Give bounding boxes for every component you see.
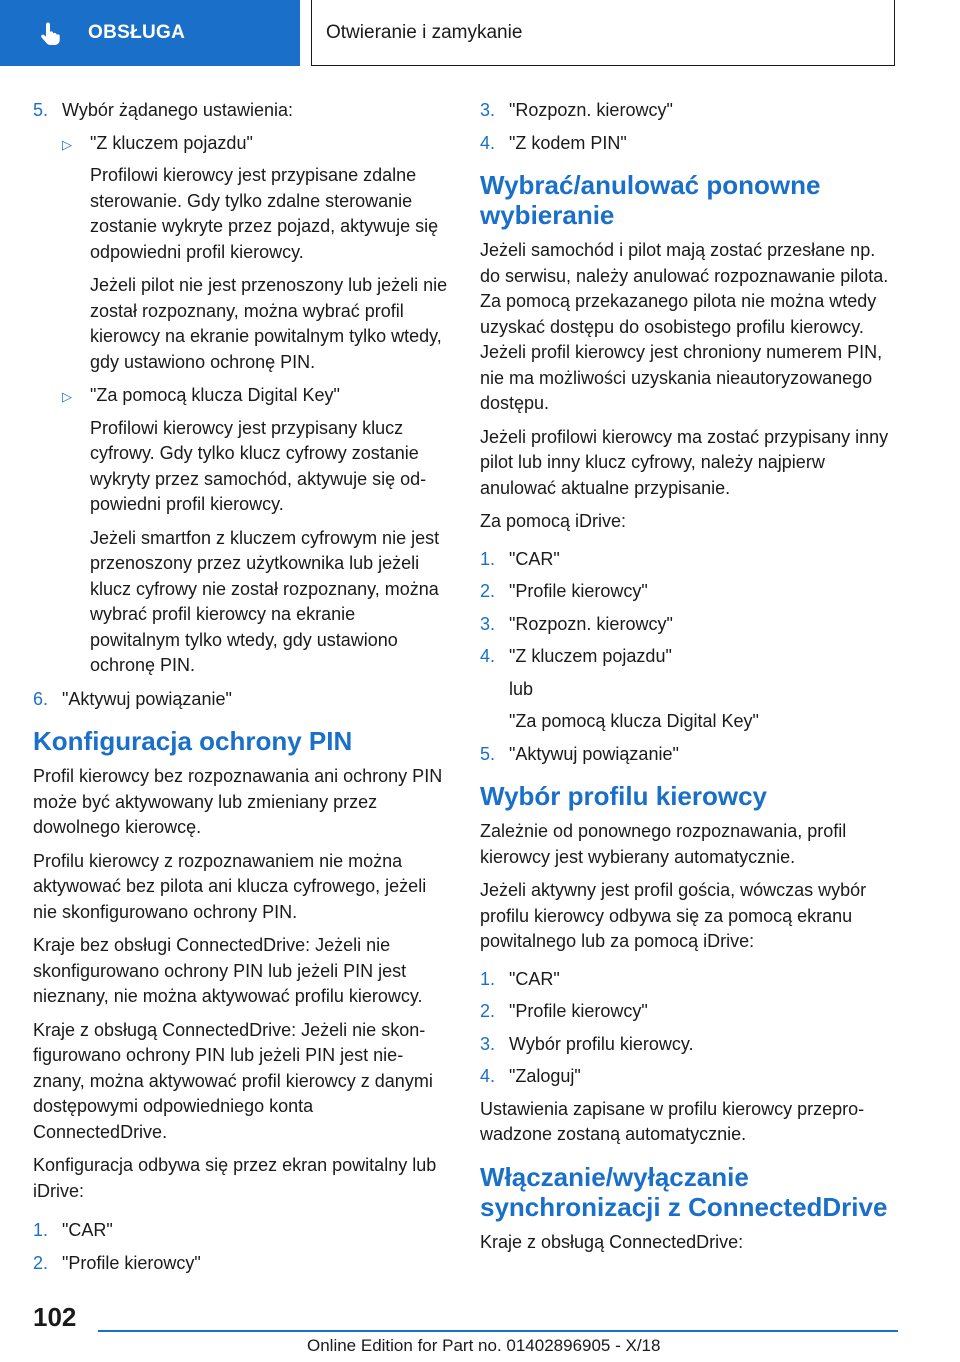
list-item	[480, 967, 898, 993]
sub-list-item	[33, 383, 448, 410]
list-number: 6.	[33, 688, 49, 709]
edition-note: Online Edition for Part no. 01402896905 - X/18	[307, 1336, 661, 1355]
list-number: 3.	[480, 613, 496, 634]
list-item	[480, 612, 898, 638]
list-number: 3.	[480, 1033, 496, 1054]
chapter-title-box	[311, 0, 895, 66]
list-number: 4.	[480, 132, 496, 153]
indented-paragraph: Profilowi kierowcy jest przypisane zdalne sterowanie. Gdy tylko zdalne sterowanie zostanie wykryte przez pojazd, aktywuje się odpowiedni profil kierowcy.	[90, 165, 439, 262]
section-heading: Wybór profilu kierowcy	[480, 781, 768, 811]
list-number: 1.	[33, 1220, 49, 1240]
list-text: "CAR"	[62, 1220, 113, 1240]
list-number: 5.	[33, 100, 49, 120]
page-number: 102	[33, 1302, 77, 1332]
list-alt-text: "Za pomocą klucza Digital Key"	[509, 711, 759, 731]
sub-list-item	[33, 131, 448, 158]
list-item	[480, 742, 898, 768]
indented-paragraph: Profilowi kierowcy jest przypisany klucz cyfrowy. Gdy tylko klucz cyfrowy zostanie wykryty przez samochód, aktywuje się odpowiedni profil kierowcy.	[90, 417, 427, 514]
paragraph: Jeżeli samochód i pilot mają zostać przesłane np. do serwisu, należy anulować rozpoznawanie pilota. Za pomocą przekazanego pilota nie można wtedy uzyskać dostępu do osobistego profilu kierowcy. Jeżeli profil kierowcy jest chroniony numerem PIN, nie ma możliwości uzyskania nieautoryzowanego dostępu.	[480, 240, 889, 413]
list-number: 1.	[480, 548, 496, 569]
list-text: "Rozpozn. kierowcy"	[509, 613, 673, 634]
list-text: "CAR"	[509, 548, 560, 569]
list-text: Wybór profilu kierowcy.	[509, 1033, 694, 1054]
list-or-text: lub	[509, 678, 534, 699]
list-number: 2.	[480, 581, 496, 601]
page-header	[0, 0, 960, 66]
list-item	[480, 999, 898, 1025]
indented-paragraph: Jeżeli pilot nie jest przenoszony lub jeżeli nie został rozpoznany, można wybrać profil kierowcy na ekranie powitalnym tylko wtedy, gdy ustawiono ochronę PIN.	[90, 275, 448, 372]
list-number: 5.	[480, 743, 496, 764]
list-text: "Aktywuj powiązanie"	[62, 688, 232, 709]
list-number: 4.	[480, 646, 496, 666]
sub-list-label: "Za pomocą klucza Digital Key"	[90, 385, 340, 405]
paragraph: Jeżeli profilowi kierowcy ma zostać przypisany inny pilot lub inny klucz cyfrowy, należy najpierw anulować aktualne przypisanie.	[480, 426, 889, 498]
list-text: "Profile kierowcy"	[509, 581, 648, 601]
paragraph: Ustawienia zapisane w profilu kierowcy przeprowadzone zostaną automatycznie.	[480, 1098, 865, 1144]
list-item	[480, 1032, 898, 1058]
list-text: "Z kluczem pojazdu"	[509, 646, 672, 666]
paragraph: Kraje bez obsługi ConnectedDrive: Jeżeli nie skonfigurowano ochrony PIN lub jeżeli PIN jest nieznany, nie można aktywować profilu kierowcy.	[33, 935, 423, 1006]
list-item	[480, 579, 898, 605]
left-column	[33, 98, 448, 1283]
list-text: "Z kodem PIN"	[509, 132, 627, 153]
section-heading: Włączanie/wyłączanie synchronizacji z ConnectedDrive	[480, 1161, 888, 1222]
list-number: 1.	[480, 968, 496, 989]
paragraph: Kraje z obsługą ConnectedDrive:	[480, 1231, 744, 1252]
list-item	[33, 1218, 448, 1244]
sub-list-label: "Z kluczem pojazdu"	[90, 132, 253, 153]
list-number: 2.	[480, 1001, 496, 1021]
list-item	[480, 547, 898, 573]
list-text: "Aktywuj powiązanie"	[509, 743, 679, 764]
list-item	[33, 687, 448, 713]
right-column	[480, 98, 898, 1263]
list-item	[33, 1251, 448, 1277]
chapter-title: Otwieranie i zamykanie	[326, 21, 523, 43]
section-heading: Wybrać/anulować ponowne wybieranie	[480, 170, 821, 230]
list-item	[480, 1064, 898, 1090]
list-text: "Profile kierowcy"	[62, 1252, 201, 1273]
footer-divider	[98, 1330, 898, 1332]
list-number: 4.	[480, 1066, 496, 1086]
list-item	[480, 131, 898, 157]
section-label: OBSŁUGA	[88, 22, 186, 43]
triangle-bullet-icon: ▷	[62, 136, 72, 152]
section-heading: Konfiguracja ochrony PIN	[33, 726, 353, 756]
hand-icon	[38, 19, 66, 47]
paragraph: Profil kierowcy bez rozpoznawania ani ochrony PIN może być aktywowany lub zmieniany przez dowolnego kierowcę.	[33, 766, 443, 837]
paragraph: Profilu kierowcy z rozpoznawaniem nie można aktywować bez pilota ani klucza cyfrowego, jeżeli nie skonfigurowano ochrony PIN.	[33, 850, 427, 922]
paragraph: Zależnie od ponownego rozpoznawania, profil kierowcy jest wybierany automatycznie.	[480, 821, 847, 867]
list-text: Wybór żądanego ustawienia:	[62, 100, 293, 120]
paragraph: Za pomocą iDrive:	[480, 511, 627, 531]
list-item	[33, 98, 448, 124]
list-number: 3.	[480, 100, 496, 120]
indented-paragraph: Jeżeli smartfon z kluczem cyfrowym nie jest przenoszony przez użytkownika lub jeżeli klucz cyfrowy nie został rozpoznany, można wybrać profil kierowcy na ekranie powitalnym tylko wtedy, gdy ustawiono ochronę PIN.	[90, 527, 440, 675]
paragraph: Konfiguracja odbywa się przez ekran powitalny lub iDrive:	[33, 1155, 437, 1201]
list-item	[480, 98, 898, 124]
list-text: "Zaloguj"	[509, 1066, 581, 1086]
list-number: 2.	[33, 1252, 49, 1273]
list-text: "Rozpozn. kierowcy"	[509, 100, 673, 120]
list-text: "Profile kierowcy"	[509, 1001, 648, 1021]
list-item	[480, 644, 898, 670]
triangle-bullet-icon: ▷	[62, 389, 72, 404]
list-text: "CAR"	[509, 968, 560, 989]
paragraph: Jeżeli aktywny jest profil gościa, wówczas wybór profilu kierowcy odbywa się za pomocą ekranu powitalnego lub za pomocą iDrive:	[480, 880, 867, 951]
section-tab	[0, 0, 300, 66]
paragraph: Kraje z obsługą ConnectedDrive: Jeżeli nie skonfigurowano ochrony PIN lub jeżeli PIN jest nieznany, można aktywować profil kierowcy z danymi dostępowymi odpowiedniego konta ConnectedDrive.	[33, 1019, 433, 1142]
